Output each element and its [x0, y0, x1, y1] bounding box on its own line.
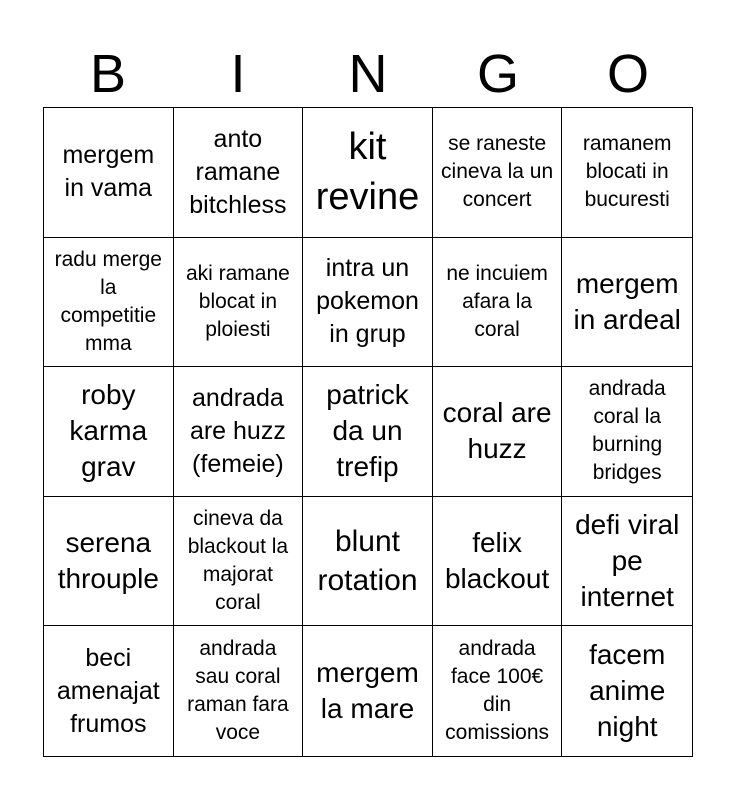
bingo-board: [43, 107, 693, 757]
bingo-cell-r1c5[interactable]: [562, 108, 692, 238]
cell-text: se raneste cineva la un concert: [441, 132, 554, 212]
cell-text: mergem la mare: [316, 657, 419, 725]
cell-text: serena throuple: [57, 527, 159, 595]
cell-text: facem anime night: [589, 639, 666, 743]
bingo-cell-r4c3[interactable]: [303, 497, 433, 627]
bingo-cell-r2c5[interactable]: [562, 238, 692, 368]
bingo-cell-r2c3[interactable]: [303, 238, 433, 368]
bingo-cell-r4c4[interactable]: [433, 497, 563, 627]
header-letter-g: G: [476, 44, 519, 104]
bingo-cell-r5c2[interactable]: [174, 626, 304, 756]
bingo-cell-r1c4[interactable]: [433, 108, 563, 238]
cell-text: ne incuiem afara la coral: [446, 261, 548, 341]
bingo-cell-r3c2[interactable]: [174, 367, 304, 497]
bingo-cell-r1c2[interactable]: [174, 108, 304, 238]
cell-text: coral are huzz: [442, 397, 552, 465]
bingo-cell-r5c4[interactable]: [433, 626, 563, 756]
cell-text: mergem in ardeal: [573, 267, 681, 335]
cell-text: ramanem blocati in bucuresti: [582, 132, 672, 212]
cell-text: mergem in vama: [62, 141, 155, 203]
cell-text: andrada face 100€ din comissions: [445, 637, 550, 745]
bingo-cell-r3c1[interactable]: [44, 367, 174, 497]
bingo-cell-r3c4[interactable]: [433, 367, 563, 497]
header-letter-o: O: [606, 44, 649, 104]
cell-text: andrada coral la burning bridges: [588, 377, 666, 485]
cell-text: anto ramane bitchless: [189, 124, 287, 219]
bingo-header: [43, 40, 693, 108]
header-letter-n: N: [348, 44, 388, 104]
bingo-cell-r1c1[interactable]: [44, 108, 174, 238]
cell-text: kit revine: [315, 126, 420, 219]
bingo-cell-r4c2[interactable]: [174, 497, 304, 627]
cell-text: beci amenajat frumos: [56, 643, 160, 738]
cell-text: radu merge la competitie mma: [54, 247, 162, 355]
bingo-cell-r5c3[interactable]: [303, 626, 433, 756]
bingo-cell-r2c4[interactable]: [433, 238, 563, 368]
cell-text: defi viral pe internet: [575, 509, 680, 613]
cell-text: blunt rotation: [317, 525, 418, 598]
cell-text: cineva da blackout la majorat coral: [187, 507, 289, 615]
cell-text: roby karma grav: [69, 379, 148, 483]
bingo-cell-r5c5[interactable]: [562, 626, 692, 756]
cell-text: intra un pokemon in grup: [316, 254, 419, 349]
bingo-cell-r4c1[interactable]: [44, 497, 174, 627]
cell-text: andrada sau coral raman fara voce: [187, 637, 289, 745]
bingo-cell-r1c3[interactable]: [303, 108, 433, 238]
bingo-cell-r5c1[interactable]: [44, 626, 174, 756]
bingo-cell-r4c5[interactable]: [562, 497, 692, 627]
cell-text: aki ramane blocat in ploiesti: [185, 261, 290, 341]
cell-text: patrick da un trefip: [326, 379, 409, 483]
bingo-cell-r3c3[interactable]: [303, 367, 433, 497]
bingo-cell-r2c2[interactable]: [174, 238, 304, 368]
cell-text: felix blackout: [444, 527, 550, 595]
bingo-cell-r2c1[interactable]: [44, 238, 174, 368]
header-letter-i: I: [230, 44, 246, 104]
header-letter-b: B: [89, 44, 127, 104]
bingo-cell-r3c5[interactable]: [562, 367, 692, 497]
cell-text: andrada are huzz (femeie): [189, 383, 286, 478]
